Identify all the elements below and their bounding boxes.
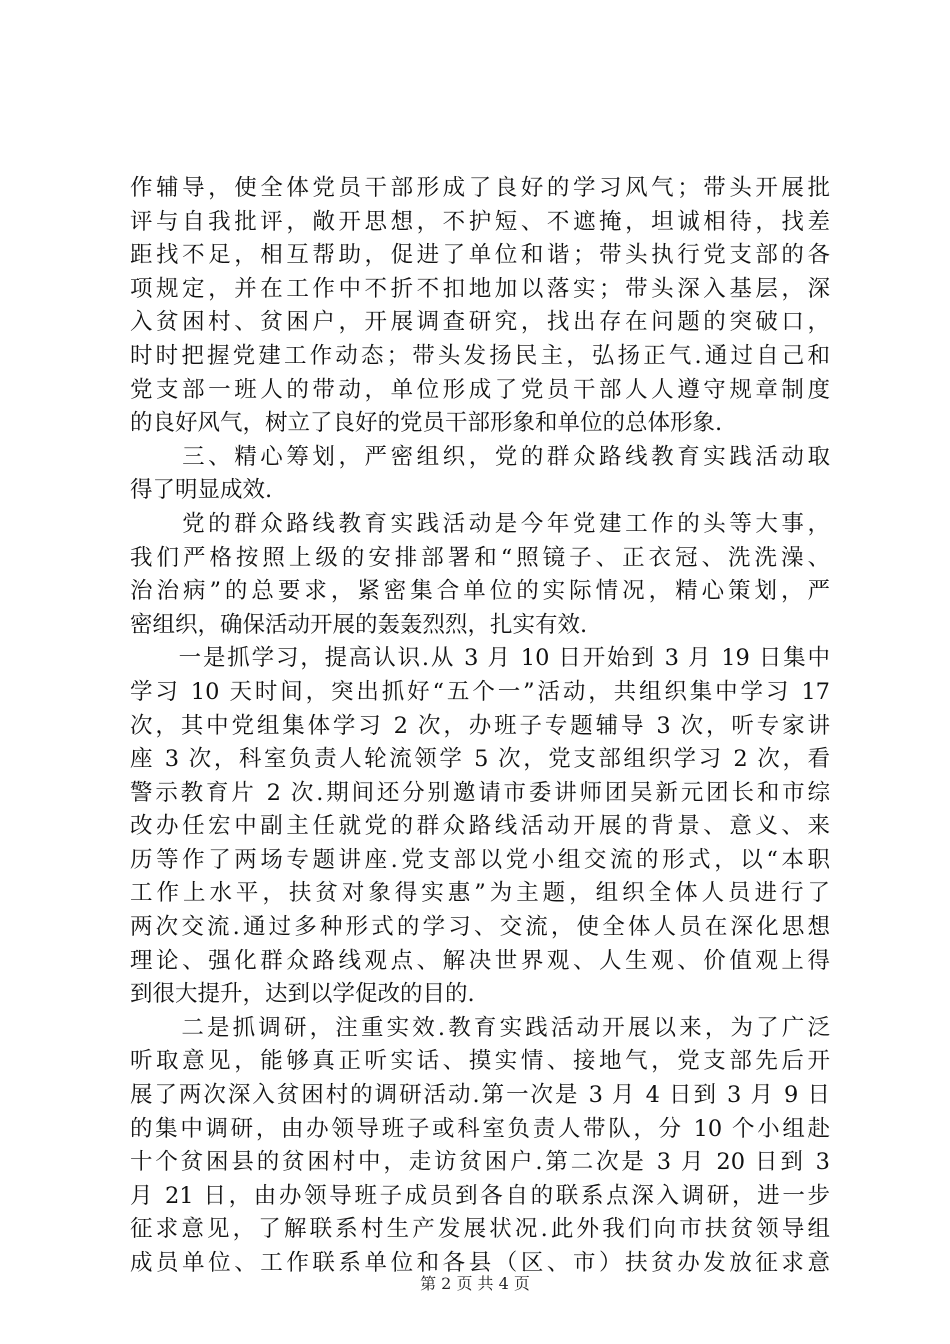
text-line: 党支部一班人的带动，单位形成了党员干部人人遵守规章制度 (130, 376, 830, 403)
text-line: 距找不足，相互帮助，促进了单位和谐；带头执行党支部的各 (130, 242, 830, 269)
text-line: 的良好风气，树立了良好的党员干部形象和单位的总体形象. (130, 410, 723, 437)
text-line: 三、精心筹划，严密组织，党的群众路线教育实践活动取 (130, 443, 830, 470)
page-number: 第 2 页 共 4 页 (420, 1274, 530, 1293)
text-line: 征求意见，了解联系村生产发展状况.此外我们向市扶贫领导组 (130, 1216, 830, 1243)
text-line: 月 21 日，由办领导班子成员到各自的联系点深入调研，进一步 (130, 1182, 830, 1209)
text-line: 的集中调研，由办领导班子或科室负责人带队，分 10 个小组赴 (130, 1115, 830, 1142)
page-footer (0, 1274, 950, 1294)
text-line: 改办任宏中副主任就党的群众路线活动开展的背景、意义、来 (130, 813, 830, 840)
text-line: 评与自我批评，敞开思想，不护短、不遮掩，坦诚相待，找差 (130, 208, 830, 235)
text-line: 次，其中党组集体学习 2 次，办班子专题辅导 3 次，听专家讲 (130, 712, 830, 739)
text-line: 座 3 次，科室负责人轮流领学 5 次，党支部组织学习 2 次，看 (130, 746, 830, 773)
text-line: 成员单位、工作联系单位和各县（区、市）扶贫办发放征求意 (130, 1250, 830, 1276)
text-line: 作辅导，使全体党员干部形成了良好的学习风气；带头开展批 (130, 175, 830, 201)
text-line: 到很大提升，达到以学促改的目的. (130, 981, 475, 1008)
document-body (130, 172, 830, 1281)
text-line: 听取意见，能够真正听实话、摸实情、接地气，党支部先后开 (130, 1048, 830, 1075)
text-line: 治治病”的总要求，紧密集合单位的实际情况，精心策划，严 (130, 578, 830, 605)
text-line: 两次交流.通过多种形式的学习、交流，使全体人员在深化思想 (130, 914, 830, 941)
text-line: 展了两次深入贫困村的调研活动.第一次是 3 月 4 日到 3 月 9 日 (130, 1082, 830, 1109)
text-line: 入贫困村、贫困户，开展调查研究，找出存在问题的突破口， (130, 309, 830, 336)
text-line: 警示教育片 2 次.期间还分别邀请市委讲师团吴新元团长和市综 (130, 779, 830, 806)
text-line: 密组织，确保活动开展的轰轰烈烈，扎实有效. (130, 611, 588, 638)
text-line: 历等作了两场专题讲座.党支部以党小组交流的形式，以“本职 (130, 846, 830, 873)
text-line: 党的群众路线教育实践活动是今年党建工作的头等大事， (130, 510, 830, 537)
text-line: 理论、强化群众路线观点、解决世界观、人生观、价值观上得 (130, 947, 830, 974)
text-line: 工作上水平，扶贫对象得实惠”为主题，组织全体人员进行了 (130, 880, 830, 907)
text-line: 一是抓学习，提高认识.从 3 月 10 日开始到 3 月 19 日集中 (130, 645, 830, 672)
text-line: 学习 10 天时间，突出抓好“五个一”活动，共组织集中学习 17 (130, 678, 830, 705)
text-line: 我们严格按照上级的安排部署和“照镜子、正衣冠、洗洗澡、 (130, 544, 830, 571)
text-line: 十个贫困县的贫困村中，走访贫困户.第二次是 3 月 20 日到 3 (130, 1149, 830, 1176)
text-line: 二是抓调研，注重实效.教育实践活动开展以来，为了广泛 (130, 1014, 830, 1041)
text-line: 项规定，并在工作中不折不扣地加以落实；带头深入基层，深 (130, 275, 830, 302)
text-line: 得了明显成效. (130, 477, 273, 504)
text-line: 时时把握党建工作动态；带头发扬民主，弘扬正气.通过自己和 (130, 342, 830, 369)
